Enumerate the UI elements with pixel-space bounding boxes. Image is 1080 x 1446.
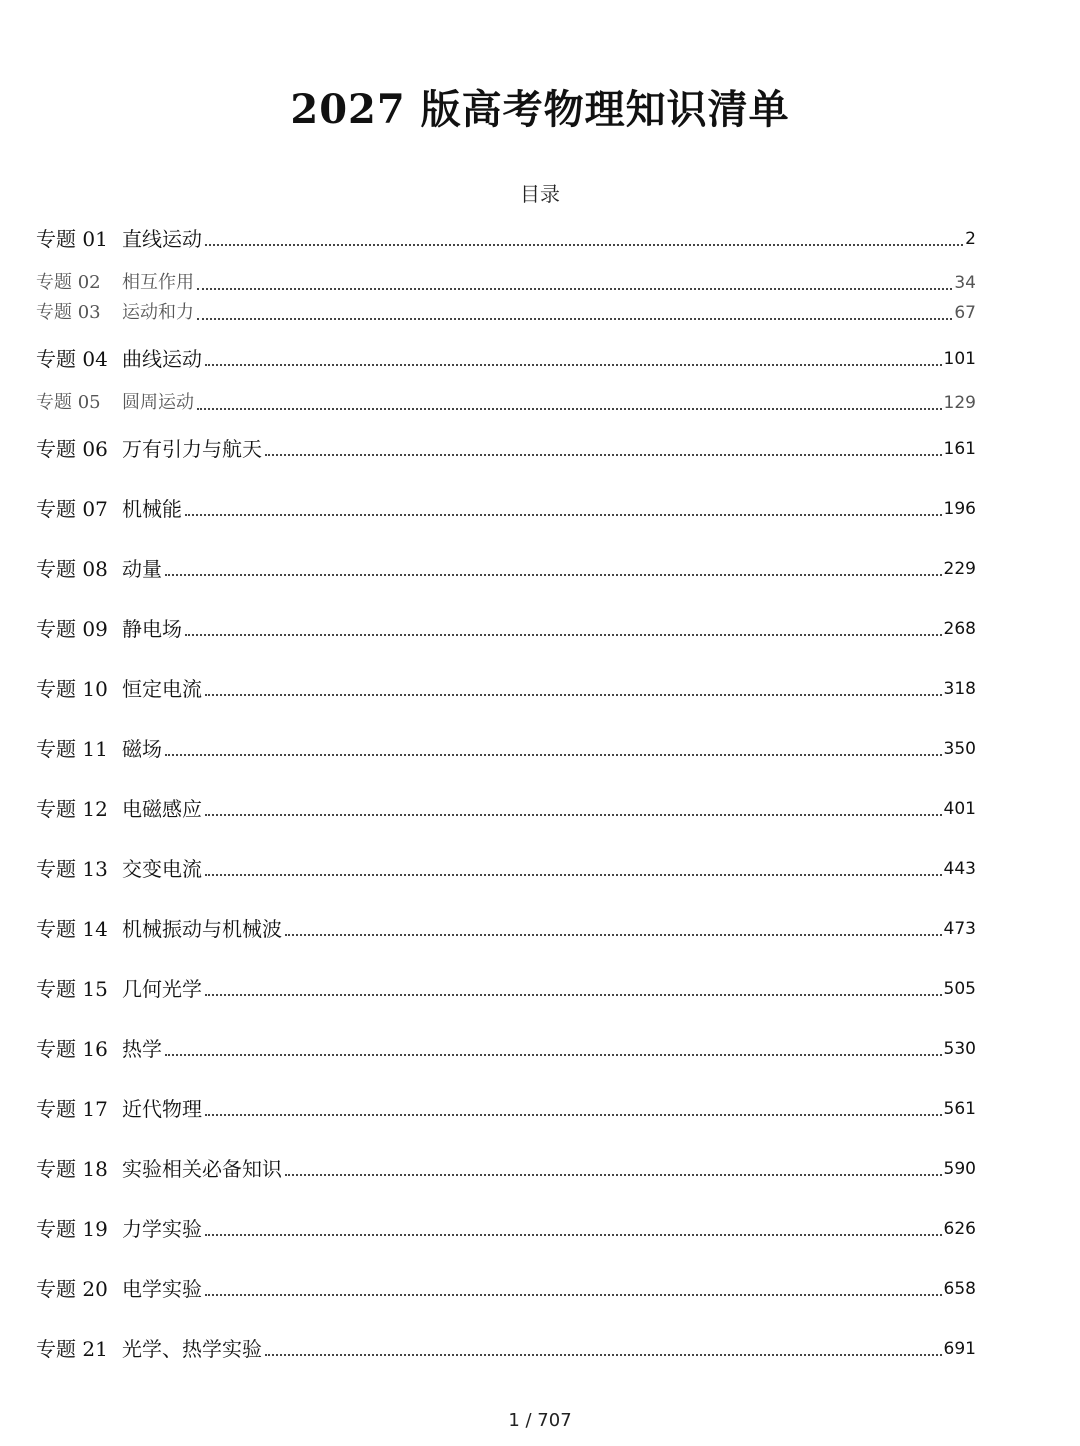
- toc-leader-dots: [205, 874, 942, 876]
- toc-entry-number: 专题 13: [36, 857, 108, 881]
- toc-entry-title: 机械能: [122, 497, 182, 521]
- toc-leader-dots: [205, 1294, 942, 1296]
- toc-leader-dots: [205, 1234, 942, 1236]
- toc-entry-number: 专题 08: [36, 557, 108, 581]
- toc-entry[interactable]: [36, 1334, 976, 1364]
- toc-entry-title: 电学实验: [122, 1277, 202, 1301]
- toc-entry-title: 近代物理: [122, 1097, 202, 1121]
- toc-entry-title: 相互作用: [122, 272, 194, 293]
- toc-entry-number: 专题 12: [36, 797, 108, 821]
- toc-leader-dots: [205, 364, 942, 366]
- toc-leader-dots: [205, 694, 942, 696]
- toc-leader-dots: [285, 1174, 942, 1176]
- toc-entry-number: 专题 20: [36, 1277, 108, 1301]
- toc-entry-page: 473: [943, 919, 976, 939]
- toc-heading: 目录: [520, 182, 560, 206]
- toc-entry[interactable]: [36, 434, 976, 464]
- toc-entry-page: 443: [943, 859, 976, 879]
- toc-entry[interactable]: [36, 614, 976, 644]
- toc-entry-page: 691: [943, 1339, 976, 1359]
- toc-entry[interactable]: [36, 674, 976, 704]
- toc-entry[interactable]: [36, 974, 976, 1004]
- toc-entry[interactable]: [36, 268, 976, 298]
- toc-leader-dots: [205, 1114, 942, 1116]
- toc-entry[interactable]: [36, 854, 976, 884]
- toc-entry-number: 专题 21: [36, 1337, 108, 1361]
- toc-entry-page: 626: [943, 1219, 976, 1239]
- toc-entry-title: 曲线运动: [122, 347, 202, 371]
- toc-entry-title: 力学实验: [122, 1217, 202, 1241]
- toc-leader-dots: [205, 244, 963, 246]
- toc-entry-page: 658: [943, 1279, 976, 1299]
- toc-entry-title: 静电场: [122, 617, 182, 641]
- toc-entry-title: 几何光学: [122, 977, 202, 1001]
- toc-entry[interactable]: [36, 1094, 976, 1124]
- toc-entry-page: 129: [943, 393, 976, 413]
- toc-entry[interactable]: [36, 794, 976, 824]
- toc-entry-page: 505: [943, 979, 976, 999]
- toc-entry-page: 229: [943, 559, 976, 579]
- toc-entry[interactable]: [36, 1034, 976, 1064]
- toc-entry-number: 专题 06: [36, 437, 108, 461]
- toc-leader-dots: [205, 814, 942, 816]
- toc-entry-number: 专题 14: [36, 917, 108, 941]
- toc-entry[interactable]: [36, 298, 976, 328]
- toc-entry-page: 350: [943, 739, 976, 759]
- toc-entry-title: 实验相关必备知识: [122, 1157, 282, 1181]
- toc-leader-dots: [165, 1054, 942, 1056]
- toc-entry-title: 圆周运动: [122, 392, 194, 413]
- toc-leader-dots: [197, 288, 952, 290]
- toc-entry[interactable]: [36, 1274, 976, 1304]
- toc-leader-dots: [165, 574, 942, 576]
- toc-leader-dots: [285, 934, 942, 936]
- toc-entry[interactable]: [36, 734, 976, 764]
- toc-entry-title: 光学、热学实验: [122, 1337, 262, 1361]
- toc-entry[interactable]: [36, 914, 976, 944]
- document-title: 2027 版高考物理知识清单: [290, 86, 790, 133]
- toc-entry-number: 专题 09: [36, 617, 108, 641]
- toc-leader-dots: [185, 514, 942, 516]
- toc-entry-page: 67: [954, 303, 976, 323]
- toc-entry-title: 机械振动与机械波: [122, 917, 282, 941]
- toc-entry-page: 161: [943, 439, 976, 459]
- toc-entry[interactable]: [36, 1154, 976, 1184]
- toc-entry-title: 直线运动: [122, 227, 202, 251]
- toc-entry-number: 专题 17: [36, 1097, 108, 1121]
- toc-entry-number: 专题 02: [36, 272, 101, 293]
- toc-leader-dots: [197, 408, 942, 410]
- toc-entry-number: 专题 01: [36, 227, 108, 251]
- toc-entry-page: 318: [943, 679, 976, 699]
- toc-leader-dots: [185, 634, 942, 636]
- toc-entry-page: 590: [943, 1159, 976, 1179]
- toc-entry-number: 专题 11: [36, 737, 108, 761]
- toc-entry-title: 动量: [122, 557, 162, 581]
- toc-entry[interactable]: [36, 554, 976, 584]
- toc-entry-page: 268: [943, 619, 976, 639]
- toc-entry-number: 专题 19: [36, 1217, 108, 1241]
- page-number-footer: 1 / 707: [508, 1410, 572, 1431]
- toc-entry-title: 恒定电流: [122, 677, 202, 701]
- toc-leader-dots: [205, 994, 942, 996]
- toc-entry-number: 专题 15: [36, 977, 108, 1001]
- toc-leader-dots: [197, 318, 952, 320]
- toc-leader-dots: [265, 454, 942, 456]
- toc-entry[interactable]: [36, 224, 976, 254]
- toc-entry-page: 196: [943, 499, 976, 519]
- toc-entry-title: 运动和力: [122, 302, 194, 323]
- toc-leader-dots: [165, 754, 942, 756]
- toc-entry-title: 万有引力与航天: [122, 437, 262, 461]
- toc-entry-title: 交变电流: [122, 857, 202, 881]
- toc-entry-number: 专题 18: [36, 1157, 108, 1181]
- toc-entry-title: 热学: [122, 1037, 162, 1061]
- toc-entry-page: 34: [954, 273, 976, 293]
- toc-entry-page: 530: [943, 1039, 976, 1059]
- toc-entry-number: 专题 10: [36, 677, 108, 701]
- toc-entry[interactable]: [36, 388, 976, 418]
- toc-entry-page: 101: [943, 349, 976, 369]
- toc-entry-number: 专题 07: [36, 497, 108, 521]
- toc-entry-title: 电磁感应: [122, 797, 202, 821]
- toc-leader-dots: [265, 1354, 942, 1356]
- toc-entry-number: 专题 16: [36, 1037, 108, 1061]
- toc-entry[interactable]: [36, 494, 976, 524]
- toc-entry[interactable]: [36, 344, 976, 374]
- toc-entry-number: 专题 05: [36, 392, 101, 413]
- toc-entry-page: 561: [943, 1099, 976, 1119]
- toc-entry-number: 专题 04: [36, 347, 108, 371]
- toc-entry-page: 2: [965, 229, 976, 249]
- toc-entry-title: 磁场: [122, 737, 162, 761]
- toc-entry-page: 401: [943, 799, 976, 819]
- toc-entry-number: 专题 03: [36, 302, 101, 323]
- toc-entry[interactable]: [36, 1214, 976, 1244]
